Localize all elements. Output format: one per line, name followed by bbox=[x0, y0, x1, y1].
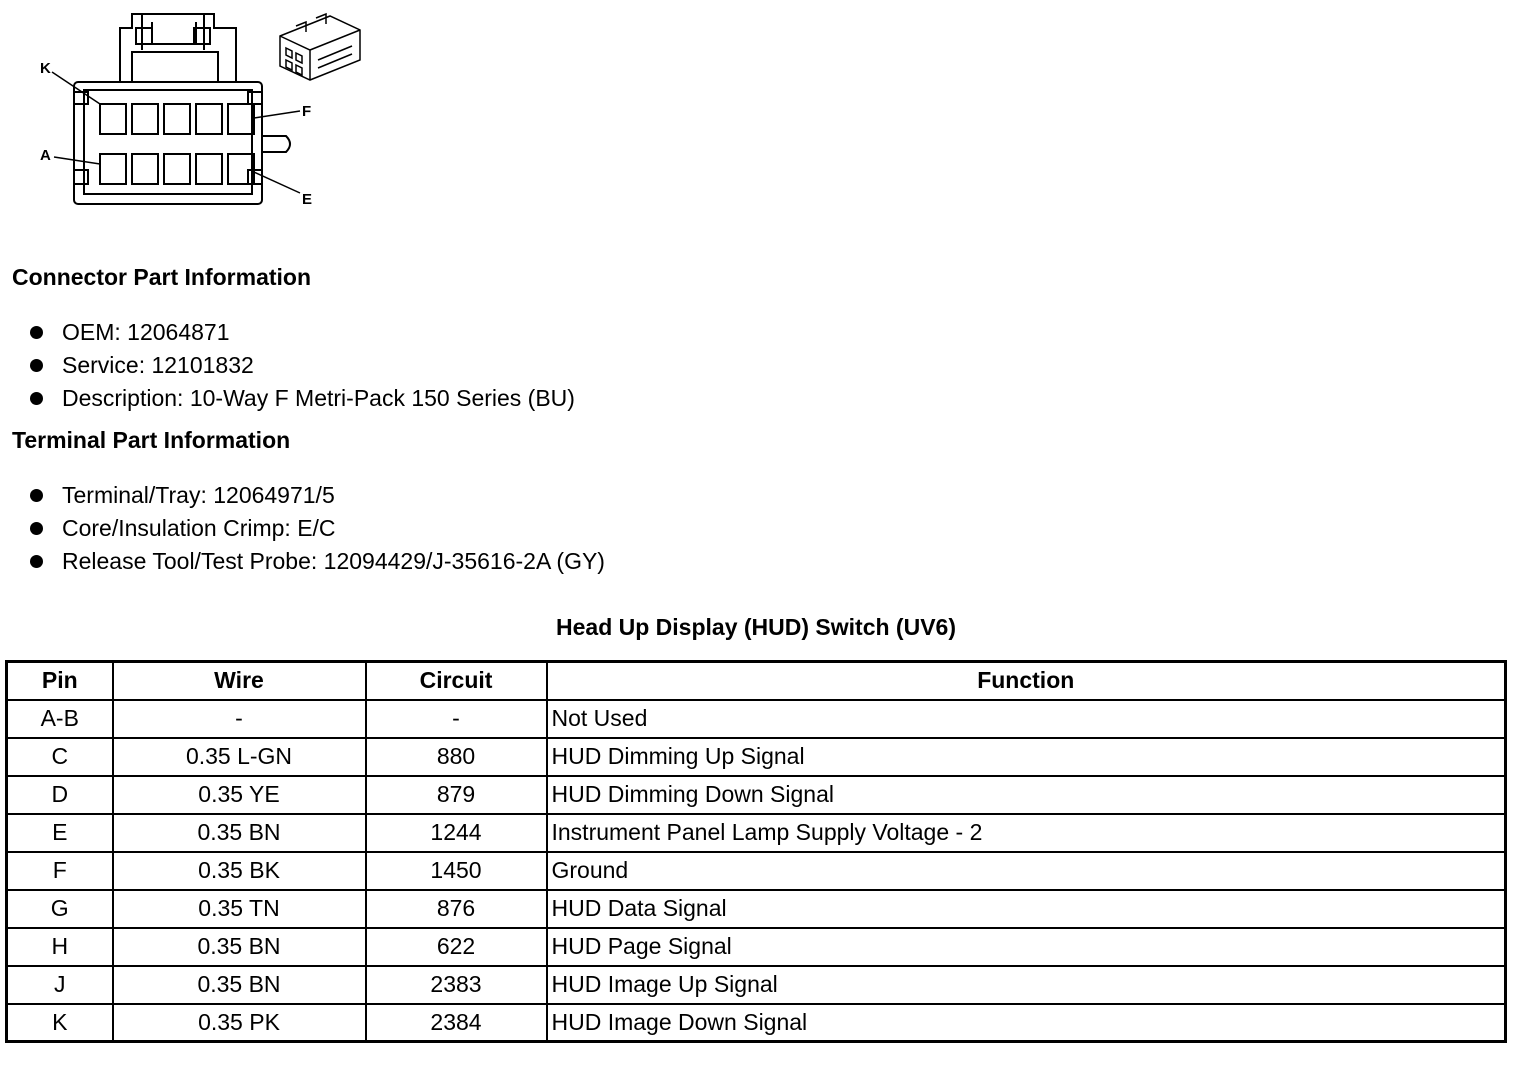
list-item bbox=[28, 545, 605, 578]
list-item bbox=[28, 479, 605, 512]
cell-wire: 0.35 BN bbox=[113, 928, 366, 966]
connector-part-info-list bbox=[28, 316, 575, 415]
cell-function: HUD Image Up Signal bbox=[547, 966, 1506, 1004]
cell-circuit: 879 bbox=[366, 776, 547, 814]
pin-label-a: A bbox=[40, 147, 51, 164]
bullet-icon bbox=[30, 359, 43, 372]
cell-function: Instrument Panel Lamp Supply Voltage - 2 bbox=[547, 814, 1506, 852]
header-circuit: Circuit bbox=[366, 662, 547, 700]
cell-wire: 0.35 L-GN bbox=[113, 738, 366, 776]
cell-pin: H bbox=[7, 928, 113, 966]
bullet-icon bbox=[30, 522, 43, 535]
bullet-icon bbox=[30, 555, 43, 568]
cell-wire: 0.35 YE bbox=[113, 776, 366, 814]
table-row bbox=[7, 928, 1506, 966]
table-header-row bbox=[7, 662, 1506, 700]
cell-function: HUD Image Down Signal bbox=[547, 1004, 1506, 1042]
list-item bbox=[28, 316, 575, 349]
header-wire: Wire bbox=[113, 662, 366, 700]
cell-circuit: 876 bbox=[366, 890, 547, 928]
cell-circuit: 622 bbox=[366, 928, 547, 966]
list-item-text: Description: 10-Way F Metri-Pack 150 Series (BU) bbox=[62, 385, 575, 411]
list-item bbox=[28, 349, 575, 382]
cell-pin: D bbox=[7, 776, 113, 814]
cell-wire: 0.35 BN bbox=[113, 966, 366, 1004]
list-item-text: Release Tool/Test Probe: 12094429/J-35616-2A (GY) bbox=[62, 548, 605, 574]
cell-pin: A-B bbox=[7, 700, 113, 738]
cell-wire: - bbox=[113, 700, 366, 738]
cell-function: HUD Dimming Up Signal bbox=[547, 738, 1506, 776]
table-row bbox=[7, 814, 1506, 852]
bullet-icon bbox=[30, 489, 43, 502]
cell-function: HUD Page Signal bbox=[547, 928, 1506, 966]
table-row bbox=[7, 852, 1506, 890]
cell-circuit: 1244 bbox=[366, 814, 547, 852]
cell-circuit: 2383 bbox=[366, 966, 547, 1004]
table-row bbox=[7, 700, 1506, 738]
cell-pin: C bbox=[7, 738, 113, 776]
cell-pin: G bbox=[7, 890, 113, 928]
cell-wire: 0.35 PK bbox=[113, 1004, 366, 1042]
cell-function: Ground bbox=[547, 852, 1506, 890]
cell-pin: J bbox=[7, 966, 113, 1004]
table-row bbox=[7, 966, 1506, 1004]
bullet-icon bbox=[30, 392, 43, 405]
cell-pin: E bbox=[7, 814, 113, 852]
table-row bbox=[7, 738, 1506, 776]
cell-wire: 0.35 BK bbox=[113, 852, 366, 890]
pin-label-k: K bbox=[40, 60, 51, 77]
pin-label-f: F bbox=[302, 103, 312, 120]
table-row bbox=[7, 890, 1506, 928]
cell-function: HUD Dimming Down Signal bbox=[547, 776, 1506, 814]
cell-wire: 0.35 TN bbox=[113, 890, 366, 928]
pinout-table bbox=[5, 660, 1507, 1043]
list-item-text: OEM: 12064871 bbox=[62, 319, 230, 345]
list-item-text: Core/Insulation Crimp: E/C bbox=[62, 515, 336, 541]
table-row bbox=[7, 1004, 1506, 1042]
terminal-part-info-list bbox=[28, 479, 605, 578]
terminal-part-info-title: Terminal Part Information bbox=[12, 427, 291, 453]
header-pin: Pin bbox=[7, 662, 113, 700]
table-title: Head Up Display (HUD) Switch (UV6) bbox=[556, 614, 956, 640]
cell-circuit: 880 bbox=[366, 738, 547, 776]
list-item-text: Terminal/Tray: 12064971/5 bbox=[62, 482, 335, 508]
connector-diagram bbox=[0, 0, 380, 220]
list-item bbox=[28, 382, 575, 415]
cell-pin: K bbox=[7, 1004, 113, 1042]
cell-wire: 0.35 BN bbox=[113, 814, 366, 852]
cell-pin: F bbox=[7, 852, 113, 890]
table-row bbox=[7, 776, 1506, 814]
pin-label-e: E bbox=[302, 191, 313, 208]
bullet-icon bbox=[30, 326, 43, 339]
cell-function: Not Used bbox=[547, 700, 1506, 738]
cell-circuit: 1450 bbox=[366, 852, 547, 890]
list-item-text: Service: 12101832 bbox=[62, 352, 254, 378]
connector-part-info-title: Connector Part Information bbox=[12, 264, 312, 290]
list-item bbox=[28, 512, 605, 545]
cell-circuit: - bbox=[366, 700, 547, 738]
cell-function: HUD Data Signal bbox=[547, 890, 1506, 928]
header-function: Function bbox=[547, 662, 1506, 700]
cell-circuit: 2384 bbox=[366, 1004, 547, 1042]
